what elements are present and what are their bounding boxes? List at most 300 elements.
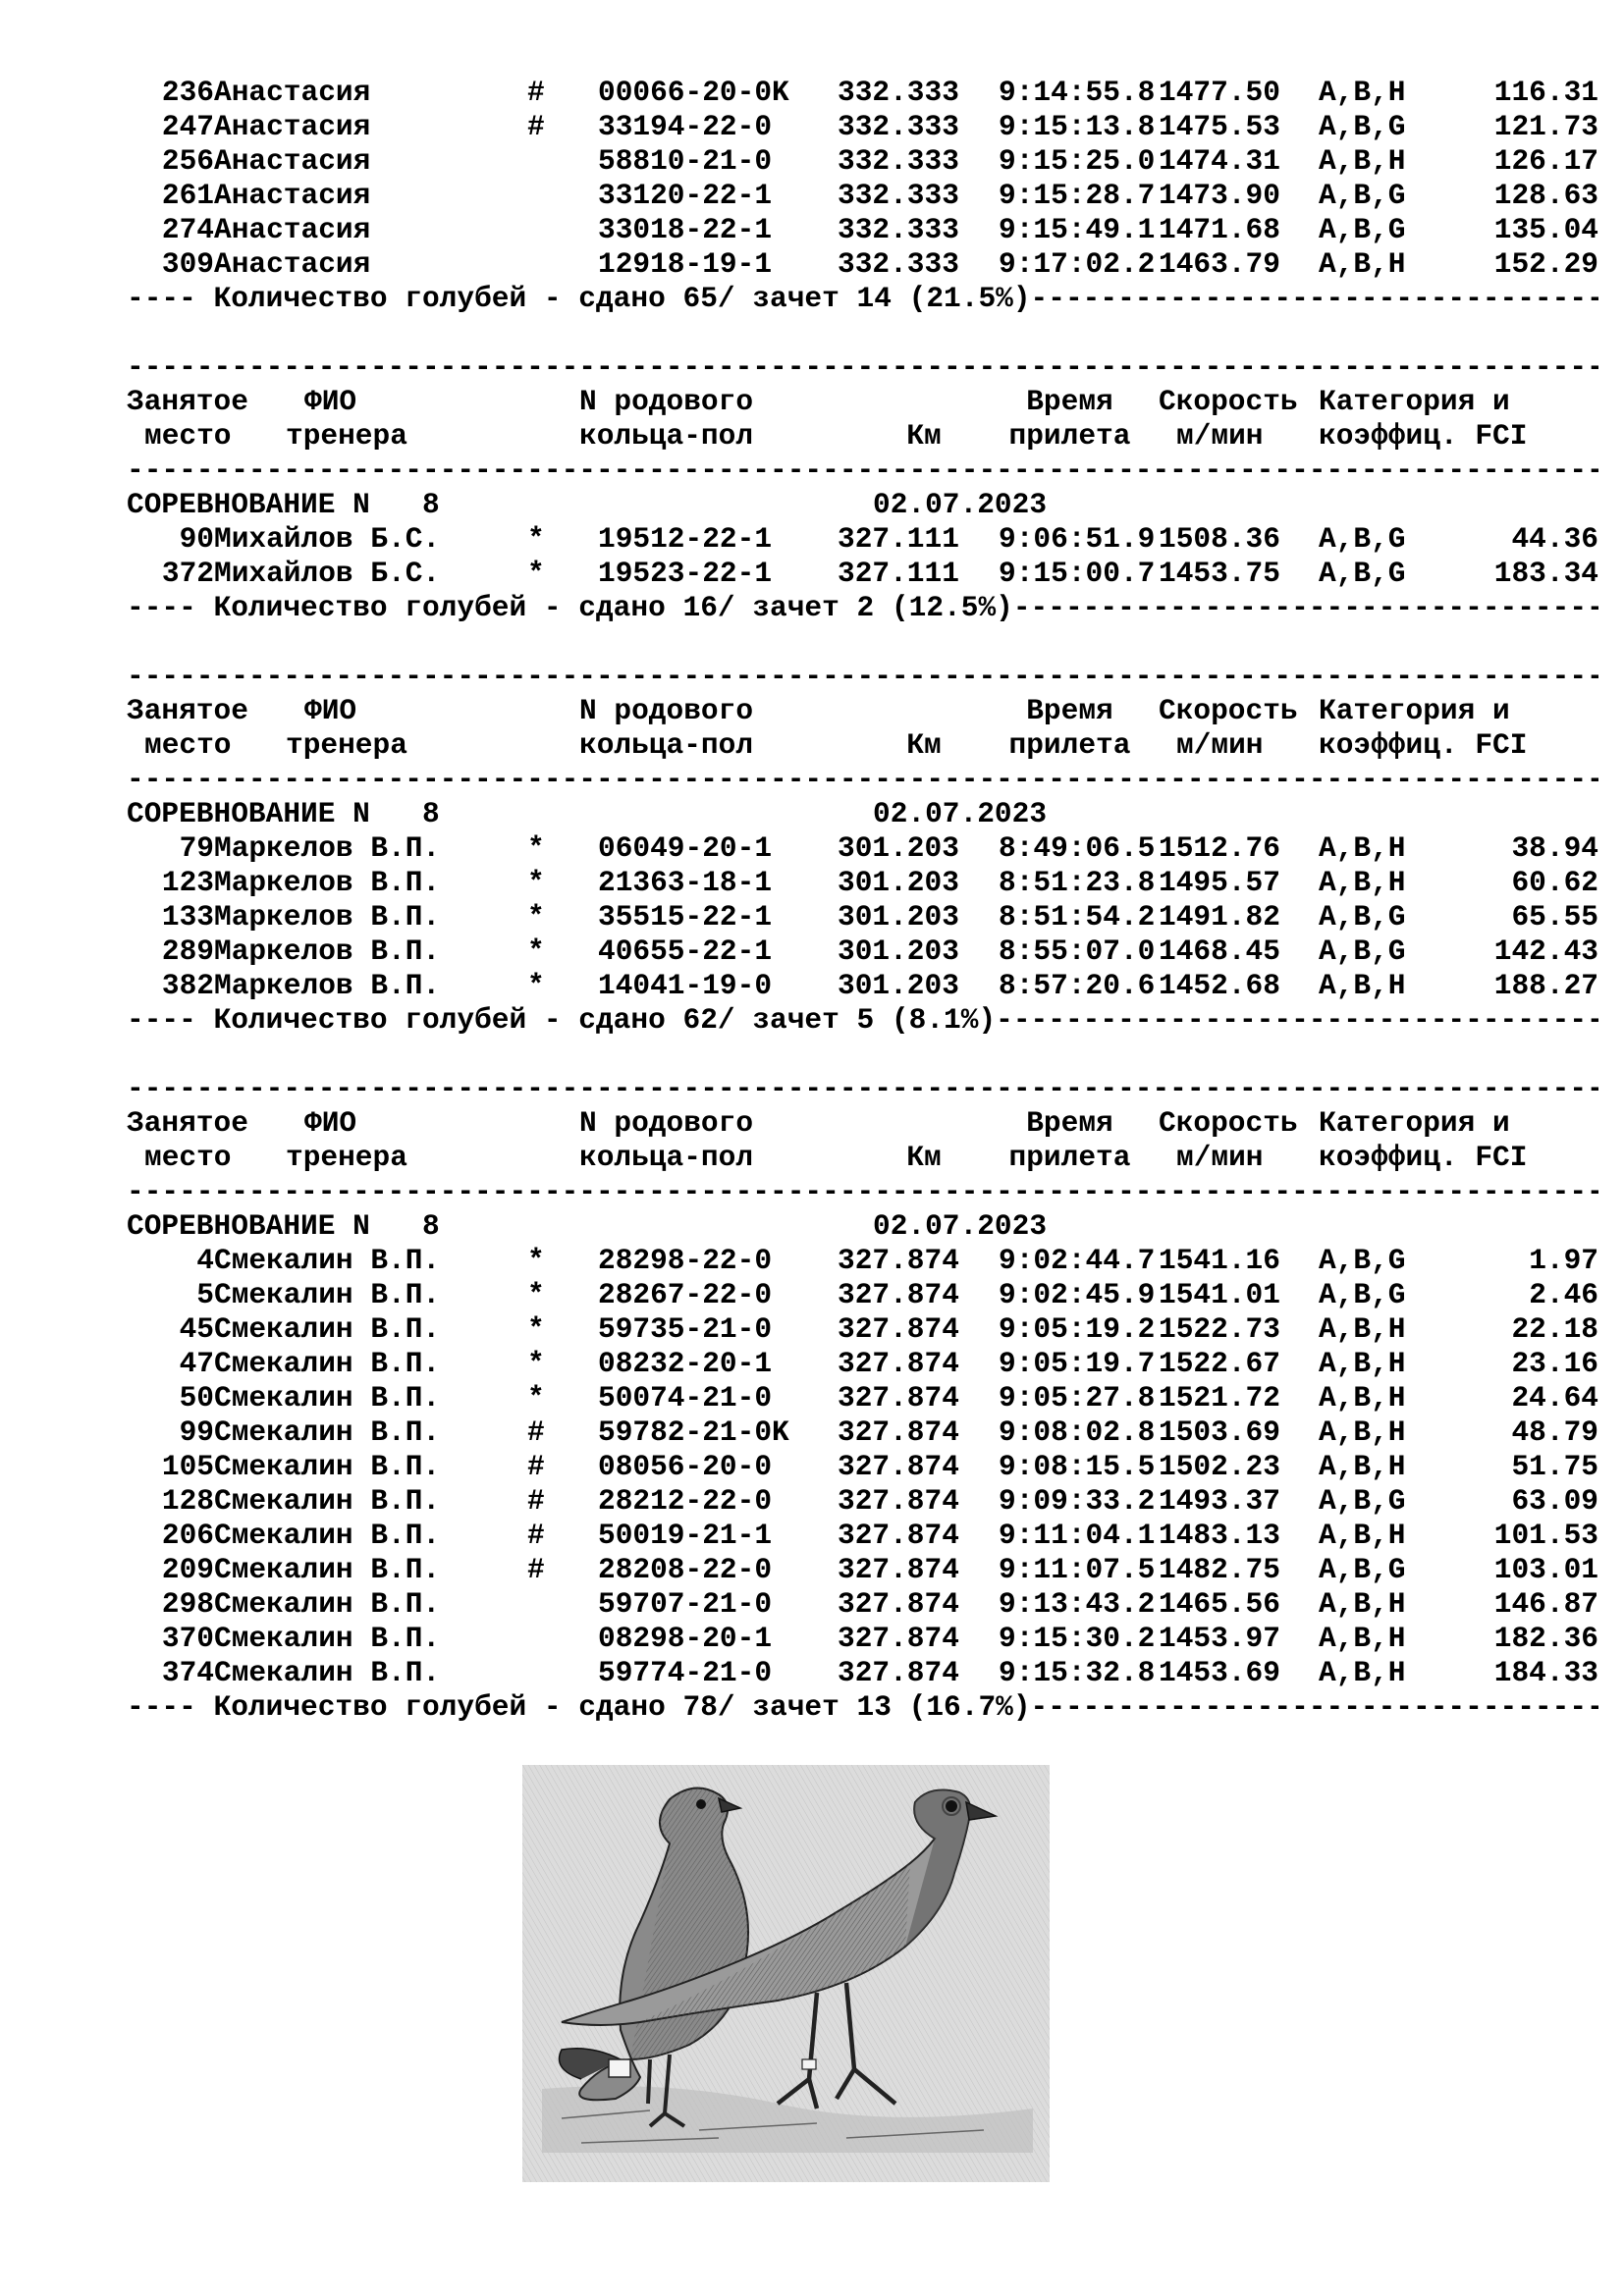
category-cell: A,B,G (1319, 1244, 1406, 1277)
speed-cell: 1473.90 (1159, 179, 1280, 212)
arrival-time-cell: 9:15:28.7 (999, 179, 1156, 212)
competition-row (127, 488, 1048, 522)
arrival-time-cell: 9:15:00.7 (999, 557, 1156, 590)
header-speed: м/мин (1176, 728, 1264, 762)
mark-cell: * (527, 1312, 545, 1346)
place-cell: 247 (161, 110, 214, 143)
header-ring: кольца-пол (579, 1141, 754, 1174)
mark-cell: # (527, 1450, 545, 1483)
speed-cell: 1503.69 (1159, 1415, 1280, 1449)
fancier-name-cell: Михайлов Б.С. (214, 557, 441, 590)
distance-cell: 301.203 (838, 831, 959, 865)
place-cell: 45 (179, 1312, 214, 1346)
ring-cell: 28298-22-0 (598, 1244, 773, 1277)
distance-cell: 327.874 (838, 1450, 959, 1483)
table-row (127, 247, 1598, 282)
section-summary (127, 1003, 1598, 1038)
header-time: прилета (1008, 728, 1131, 762)
ring-cell: 19512-22-1 (598, 522, 773, 556)
place-cell: 99 (179, 1415, 214, 1449)
header-fio: тренера (286, 1141, 407, 1174)
fancier-name-cell: Маркелов В.П. (214, 831, 441, 865)
mark-cell: * (527, 900, 545, 934)
arrival-time-cell: 9:05:27.8 (999, 1381, 1156, 1415)
header-fio: ФИО (304, 385, 357, 418)
fancier-name-cell: Анастасия (214, 110, 371, 143)
table-row (127, 831, 1598, 866)
coefficient-cell: 184.33 (1493, 1656, 1598, 1689)
coefficient-cell: 2.46 (1529, 1278, 1598, 1311)
category-cell: A,B,H (1319, 1587, 1406, 1621)
place-cell: 289 (161, 934, 214, 968)
table-row (127, 179, 1598, 213)
speed-cell: 1482.75 (1159, 1553, 1280, 1586)
distance-cell: 332.333 (838, 213, 959, 246)
category-cell: A,B,H (1319, 247, 1406, 281)
header-fio: тренера (286, 728, 407, 762)
table-row (127, 76, 1598, 110)
arrival-time-cell: 9:02:45.9 (999, 1278, 1156, 1311)
fancier-name-cell: Смекалин В.П. (214, 1519, 441, 1552)
speed-cell: 1465.56 (1159, 1587, 1280, 1621)
speed-cell: 1522.73 (1159, 1312, 1280, 1346)
category-cell: A,B,H (1319, 1381, 1406, 1415)
coefficient-cell: 188.27 (1493, 969, 1598, 1002)
header-category: Категория и (1319, 694, 1510, 727)
fancier-name-cell: Смекалин В.П. (214, 1450, 441, 1483)
ring-cell: 28267-22-0 (598, 1278, 773, 1311)
speed-cell: 1453.97 (1159, 1622, 1280, 1655)
distance-cell: 332.333 (838, 247, 959, 281)
ring-cell: 06049-20-1 (598, 831, 773, 865)
fancier-name-cell: Смекалин В.П. (214, 1587, 441, 1621)
arrival-time-cell: 9:15:49.1 (999, 213, 1156, 246)
distance-cell: 327.874 (838, 1381, 959, 1415)
speed-cell: 1541.01 (1159, 1278, 1280, 1311)
coefficient-cell: 48.79 (1511, 1415, 1598, 1449)
divider (127, 350, 1598, 385)
place-cell: 374 (161, 1656, 214, 1689)
header-place: Занятое (127, 1106, 248, 1140)
table-row (127, 522, 1598, 557)
distance-cell: 327.874 (838, 1519, 959, 1552)
distance-cell: 332.333 (838, 179, 959, 212)
coefficient-cell: 63.09 (1511, 1484, 1598, 1518)
coefficient-cell: 22.18 (1511, 1312, 1598, 1346)
arrival-time-cell: 9:08:15.5 (999, 1450, 1156, 1483)
coefficient-cell: 142.43 (1493, 934, 1598, 968)
category-cell: A,B,G (1319, 179, 1406, 212)
fancier-name-cell: Смекалин В.П. (214, 1553, 441, 1586)
distance-cell: 301.203 (838, 900, 959, 934)
ring-cell: 19523-22-1 (598, 557, 773, 590)
place-cell: 274 (161, 213, 214, 246)
coefficient-cell: 24.64 (1511, 1381, 1598, 1415)
header-place: место (144, 1141, 232, 1174)
mark-cell: * (527, 522, 545, 556)
coefficient-cell: 128.63 (1493, 179, 1598, 212)
category-cell: A,B,H (1319, 1450, 1406, 1483)
column-header-row (127, 1141, 1528, 1175)
distance-cell: 327.874 (838, 1312, 959, 1346)
ring-cell: 33194-22-0 (598, 110, 773, 143)
header-place: Занятое (127, 694, 248, 727)
competition-date: 02.07.2023 (873, 488, 1048, 521)
fancier-name-cell: Анастасия (214, 213, 371, 246)
header-speed: Скорость (1159, 385, 1298, 418)
header-ring: кольца-пол (579, 419, 754, 453)
fancier-name-cell: Смекалин В.П. (214, 1244, 441, 1277)
speed-cell: 1463.79 (1159, 247, 1280, 281)
category-cell: A,B,H (1319, 76, 1406, 109)
speed-cell: 1512.76 (1159, 831, 1280, 865)
distance-cell: 301.203 (838, 866, 959, 899)
category-cell: A,B,H (1319, 1656, 1406, 1689)
header-speed: Скорость (1159, 694, 1298, 727)
mark-cell: # (527, 1484, 545, 1518)
ring-cell: 33018-22-1 (598, 213, 773, 246)
category-cell: A,B,H (1319, 866, 1406, 899)
header-category: Категория и (1319, 1106, 1510, 1140)
mark-cell: * (527, 866, 545, 899)
header-ring: кольца-пол (579, 728, 754, 762)
category-cell: A,B,H (1319, 1622, 1406, 1655)
place-cell: 309 (161, 247, 214, 281)
distance-cell: 327.874 (838, 1587, 959, 1621)
distance-cell: 327.111 (838, 557, 959, 590)
category-cell: A,B,H (1319, 969, 1406, 1002)
competition-date: 02.07.2023 (873, 797, 1048, 830)
mark-cell: * (527, 1278, 545, 1311)
category-cell: A,B,G (1319, 1553, 1406, 1586)
distance-cell: 332.333 (838, 144, 959, 178)
fancier-name-cell: Смекалин В.П. (214, 1484, 441, 1518)
fancier-name-cell: Анастасия (214, 76, 371, 109)
table-row (127, 934, 1598, 969)
ring-cell: 58810-21-0 (598, 144, 773, 178)
coefficient-cell: 23.16 (1511, 1347, 1598, 1380)
column-header-row (127, 419, 1528, 454)
ring-cell: 50074-21-0 (598, 1381, 773, 1415)
place-cell: 4 (196, 1244, 214, 1277)
table-row (127, 1622, 1598, 1656)
header-category: коэффиц. FCI (1319, 728, 1528, 762)
ring-cell: 00066-20-0K (598, 76, 789, 109)
header-fio: ФИО (304, 1106, 357, 1140)
ring-cell: 08232-20-1 (598, 1347, 773, 1380)
category-cell: A,B,G (1319, 557, 1406, 590)
distance-cell: 301.203 (838, 969, 959, 1002)
speed-cell: 1477.50 (1159, 76, 1280, 109)
distance-cell: 327.874 (838, 1484, 959, 1518)
ring-cell: 59735-21-0 (598, 1312, 773, 1346)
competition-title: СОРЕВНОВАНИЕ N 8 (127, 488, 440, 521)
category-cell: A,B,H (1319, 1312, 1406, 1346)
place-cell: 236 (161, 76, 214, 109)
coefficient-cell: 44.36 (1511, 522, 1598, 556)
header-ring: N родового (579, 385, 754, 418)
fancier-name-cell: Смекалин В.П. (214, 1622, 441, 1655)
speed-cell: 1453.69 (1159, 1656, 1280, 1689)
place-cell: 372 (161, 557, 214, 590)
section-summary (127, 1690, 1598, 1725)
section-summary (127, 591, 1598, 625)
arrival-time-cell: 8:49:06.5 (999, 831, 1156, 865)
table-row (127, 969, 1598, 1003)
competition-title: СОРЕВНОВАНИЕ N 8 (127, 1209, 440, 1243)
speed-cell: 1453.75 (1159, 557, 1280, 590)
table-row (127, 213, 1598, 247)
mark-cell: # (527, 1519, 545, 1552)
header-km: Км (906, 1141, 942, 1174)
mark-cell: * (527, 934, 545, 968)
distance-cell: 301.203 (838, 934, 959, 968)
ring-cell: 08056-20-0 (598, 1450, 773, 1483)
summary-text: ----- ---- Количество голубей - сдано 62/ зачет 5 (8.1%) (127, 1003, 997, 1037)
mark-cell: # (527, 110, 545, 143)
arrival-time-cell: 8:57:20.6 (999, 969, 1156, 1002)
distance-cell: 327.874 (838, 1278, 959, 1311)
category-cell: A,B,G (1319, 110, 1406, 143)
fancier-name-cell: Анастасия (214, 144, 371, 178)
coefficient-cell: 182.36 (1493, 1622, 1598, 1655)
header-km: Км (906, 419, 942, 453)
section-summary (127, 282, 1598, 316)
header-category: коэффиц. FCI (1319, 1141, 1528, 1174)
category-cell: A,B,G (1319, 900, 1406, 934)
coefficient-cell: 65.55 (1511, 900, 1598, 934)
competition-title: СОРЕВНОВАНИЕ N 8 (127, 797, 440, 830)
distance-cell: 327.111 (838, 522, 959, 556)
speed-cell: 1522.67 (1159, 1347, 1280, 1380)
fancier-name-cell: Смекалин В.П. (214, 1656, 441, 1689)
mark-cell: * (527, 557, 545, 590)
header-time: Время (1026, 694, 1113, 727)
arrival-time-cell: 9:11:07.5 (999, 1553, 1156, 1586)
header-time: Время (1026, 385, 1113, 418)
arrival-time-cell: 9:09:33.2 (999, 1484, 1156, 1518)
coefficient-cell: 183.34 (1493, 557, 1598, 590)
speed-cell: 1452.68 (1159, 969, 1280, 1002)
arrival-time-cell: 9:11:04.1 (999, 1519, 1156, 1552)
ring-cell: 59782-21-0K (598, 1415, 789, 1449)
ring-cell: 40655-22-1 (598, 934, 773, 968)
place-cell: 128 (161, 1484, 214, 1518)
header-fio: тренера (286, 419, 407, 453)
ring-cell: 21363-18-1 (598, 866, 773, 899)
arrival-time-cell: 9:17:02.2 (999, 247, 1156, 281)
ring-cell: 50019-21-1 (598, 1519, 773, 1552)
coefficient-cell: 60.62 (1511, 866, 1598, 899)
header-category: Категория и (1319, 385, 1510, 418)
fancier-name-cell: Михайлов Б.С. (214, 522, 441, 556)
fancier-name-cell: Смекалин В.П. (214, 1278, 441, 1311)
column-header-row (127, 1106, 1510, 1141)
table-row (127, 1450, 1598, 1484)
pigeon-illustration (522, 1765, 1050, 2182)
ring-cell: 12918-19-1 (598, 247, 773, 281)
ring-cell: 08298-20-1 (598, 1622, 773, 1655)
coefficient-cell: 38.94 (1511, 831, 1598, 865)
table-row (127, 110, 1598, 144)
header-place: место (144, 728, 232, 762)
distance-cell: 327.874 (838, 1656, 959, 1689)
header-ring: N родового (579, 1106, 754, 1140)
speed-cell: 1502.23 (1159, 1450, 1280, 1483)
arrival-time-cell: 8:51:54.2 (999, 900, 1156, 934)
category-cell: A,B,G (1319, 1278, 1406, 1311)
category-cell: A,B,G (1319, 934, 1406, 968)
place-cell: 133 (161, 900, 214, 934)
header-time: прилета (1008, 419, 1131, 453)
table-row (127, 866, 1598, 900)
header-time: прилета (1008, 1141, 1131, 1174)
place-cell: 261 (161, 179, 214, 212)
arrival-time-cell: 9:15:13.8 (999, 110, 1156, 143)
summary-text: ----- ---- Количество голубей - сдано 78/ зачет 13 (16.7%) (127, 1690, 1031, 1724)
divider (127, 763, 1598, 797)
header-ring: N родового (579, 694, 754, 727)
header-speed: м/мин (1176, 1141, 1264, 1174)
coefficient-cell: 152.29 (1493, 247, 1598, 281)
category-cell: A,B,G (1319, 213, 1406, 246)
table-row (127, 1347, 1598, 1381)
distance-cell: 327.874 (838, 1244, 959, 1277)
mark-cell: * (527, 1347, 545, 1380)
fancier-name-cell: Маркелов В.П. (214, 934, 441, 968)
distance-cell: 332.333 (838, 110, 959, 143)
summary-text: ----- ---- Количество голубей - сдано 65/ зачет 14 (21.5%) (127, 282, 1031, 315)
fancier-name-cell: Смекалин В.П. (214, 1415, 441, 1449)
speed-cell: 1471.68 (1159, 213, 1280, 246)
arrival-time-cell: 8:55:07.0 (999, 934, 1156, 968)
place-cell: 47 (179, 1347, 214, 1380)
header-fio: ФИО (304, 694, 357, 727)
table-row (127, 557, 1598, 591)
table-row (127, 1312, 1598, 1347)
mark-cell: # (527, 1415, 545, 1449)
speed-cell: 1495.57 (1159, 866, 1280, 899)
place-cell: 105 (161, 1450, 214, 1483)
table-row (127, 1484, 1598, 1519)
arrival-time-cell: 9:14:55.8 (999, 76, 1156, 109)
place-cell: 5 (196, 1278, 214, 1311)
category-cell: A,B,H (1319, 831, 1406, 865)
place-cell: 90 (179, 522, 214, 556)
table-row (127, 1553, 1598, 1587)
coefficient-cell: 135.04 (1493, 213, 1598, 246)
speed-cell: 1493.37 (1159, 1484, 1280, 1518)
category-cell: A,B,H (1319, 1519, 1406, 1552)
mark-cell: # (527, 1553, 545, 1586)
coefficient-cell: 51.75 (1511, 1450, 1598, 1483)
coefficient-cell: 126.17 (1493, 144, 1598, 178)
table-row (127, 1656, 1598, 1690)
mark-cell: * (527, 1381, 545, 1415)
header-speed: Скорость (1159, 1106, 1298, 1140)
coefficient-cell: 121.73 (1493, 110, 1598, 143)
place-cell: 209 (161, 1553, 214, 1586)
table-row (127, 144, 1598, 179)
fancier-name-cell: Маркелов В.П. (214, 900, 441, 934)
speed-cell: 1521.72 (1159, 1381, 1280, 1415)
summary-text: ----- ---- Количество голубей - сдано 16/ зачет 2 (12.5%) (127, 591, 1013, 624)
mark-cell: * (527, 969, 545, 1002)
ring-cell: 14041-19-0 (598, 969, 773, 1002)
category-cell: A,B,H (1319, 1415, 1406, 1449)
header-category: коэффиц. FCI (1319, 419, 1528, 453)
column-header-row (127, 385, 1510, 419)
speed-cell: 1541.16 (1159, 1244, 1280, 1277)
column-header-row (127, 694, 1510, 728)
header-km: Км (906, 728, 942, 762)
arrival-time-cell: 8:51:23.8 (999, 866, 1156, 899)
arrival-time-cell: 9:15:30.2 (999, 1622, 1156, 1655)
speed-cell: 1508.36 (1159, 522, 1280, 556)
mark-cell: # (527, 76, 545, 109)
place-cell: 256 (161, 144, 214, 178)
table-row (127, 1415, 1598, 1450)
mark-cell: * (527, 1244, 545, 1277)
coefficient-cell: 116.31 (1493, 76, 1598, 109)
ring-cell: 28212-22-0 (598, 1484, 773, 1518)
header-time: Время (1026, 1106, 1113, 1140)
mark-cell: * (527, 831, 545, 865)
ring-cell: 35515-22-1 (598, 900, 773, 934)
competition-date: 02.07.2023 (873, 1209, 1048, 1243)
ring-cell: 59707-21-0 (598, 1587, 773, 1621)
table-row (127, 1519, 1598, 1553)
place-cell: 382 (161, 969, 214, 1002)
distance-cell: 327.874 (838, 1347, 959, 1380)
fancier-name-cell: Анастасия (214, 179, 371, 212)
ring-cell: 59774-21-0 (598, 1656, 773, 1689)
category-cell: A,B,G (1319, 1484, 1406, 1518)
place-cell: 370 (161, 1622, 214, 1655)
fancier-name-cell: Маркелов В.П. (214, 866, 441, 899)
distance-cell: 327.874 (838, 1553, 959, 1586)
fancier-name-cell: Смекалин В.П. (214, 1381, 441, 1415)
place-cell: 50 (179, 1381, 214, 1415)
divider (127, 1072, 1598, 1106)
fancier-name-cell: Смекалин В.П. (214, 1312, 441, 1346)
ring-cell: 28208-22-0 (598, 1553, 773, 1586)
header-place: Занятое (127, 385, 248, 418)
competition-row (127, 1209, 1048, 1244)
fancier-name-cell: Маркелов В.П. (214, 969, 441, 1002)
speed-cell: 1468.45 (1159, 934, 1280, 968)
divider (127, 660, 1598, 694)
fancier-name-cell: Анастасия (214, 247, 371, 281)
fancier-name-cell: Смекалин В.П. (214, 1347, 441, 1380)
table-row (127, 1381, 1598, 1415)
category-cell: A,B,H (1319, 144, 1406, 178)
header-place: место (144, 419, 232, 453)
coefficient-cell: 146.87 (1493, 1587, 1598, 1621)
arrival-time-cell: 9:15:25.0 (999, 144, 1156, 178)
table-row (127, 1278, 1598, 1312)
distance-cell: 332.333 (838, 76, 959, 109)
arrival-time-cell: 9:02:44.7 (999, 1244, 1156, 1277)
arrival-time-cell: 9:06:51.9 (999, 522, 1156, 556)
category-cell: A,B,G (1319, 522, 1406, 556)
coefficient-cell: 1.97 (1529, 1244, 1598, 1277)
table-row (127, 900, 1598, 934)
coefficient-cell: 101.53 (1493, 1519, 1598, 1552)
ring-cell: 33120-22-1 (598, 179, 773, 212)
divider (127, 1175, 1598, 1209)
arrival-time-cell: 9:13:43.2 (999, 1587, 1156, 1621)
